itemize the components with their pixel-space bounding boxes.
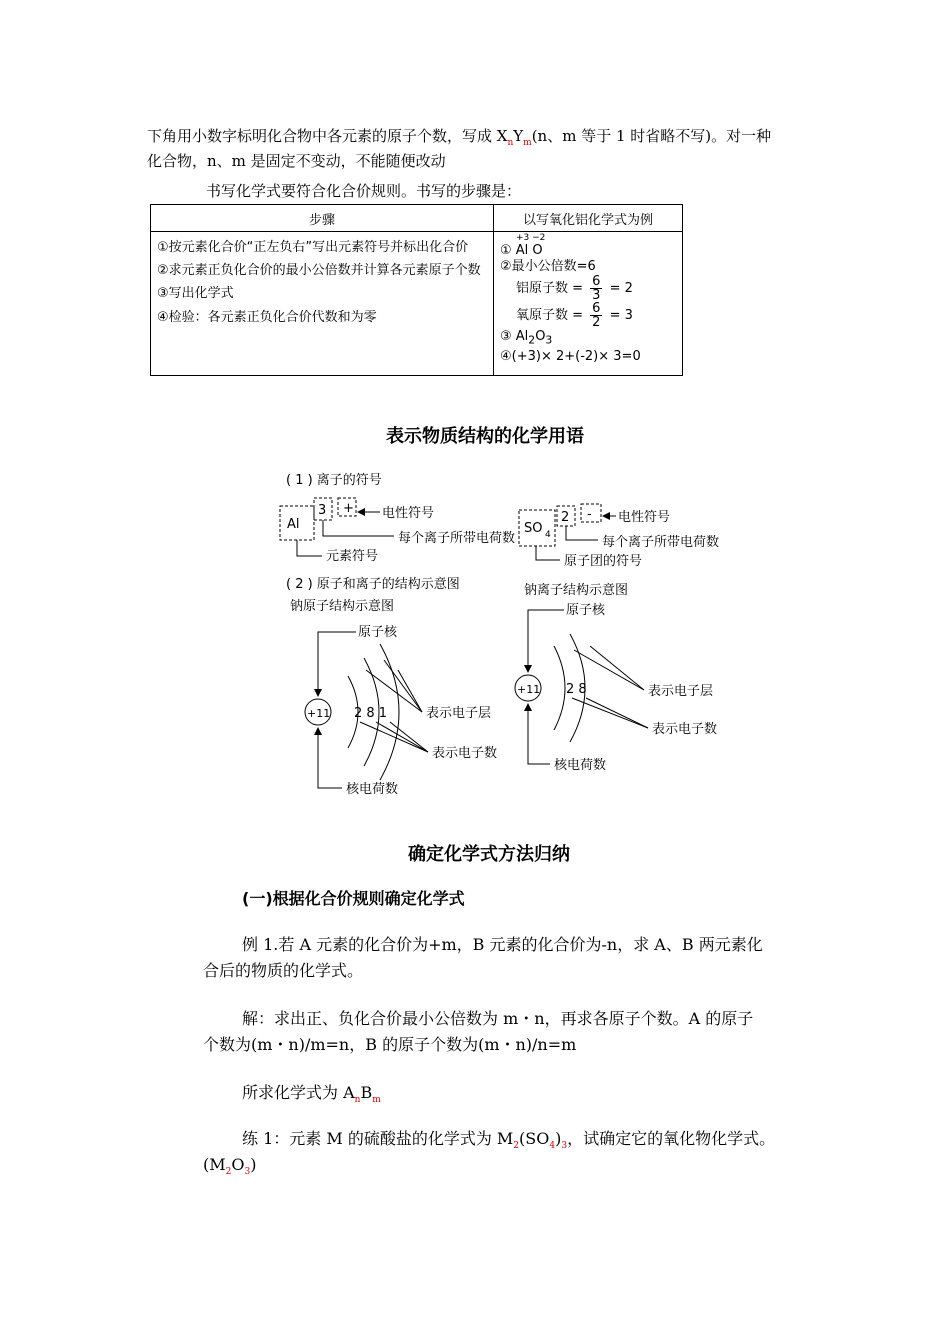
example-cell	[494, 232, 683, 376]
solution-line-1: 解：求出正、负化合价最小公倍数为 m・n，再求各原子个数。A 的原子	[242, 1009, 754, 1028]
example-o-count	[516, 302, 676, 329]
atom-electrons: 2 8 1	[354, 706, 388, 721]
structure-diagram	[270, 466, 750, 806]
section-title-methods: 确定化学式方法归纳	[408, 844, 570, 865]
so4-charge-label: 每个离子所带电荷数	[602, 535, 720, 550]
al-element-line	[297, 540, 322, 556]
steps-table	[150, 204, 683, 376]
ion-count-line-1	[572, 698, 648, 728]
practice-text-b: (SO	[519, 1129, 550, 1148]
so4-sign-label: 电性符号	[618, 510, 671, 525]
ex3-al: ③ Al	[500, 329, 529, 344]
ion-shell-label: 表示电子层	[648, 684, 714, 699]
example-al-count	[516, 275, 676, 302]
atom-nucleus-label: 原子核	[358, 625, 398, 640]
practice-text-a: 练 1：元素 M 的硫酸盐的化学式为 M	[242, 1129, 514, 1148]
al-denominator: 3	[592, 288, 601, 303]
example-step-4: ④(+3)× 2+(-2)× 3=0	[500, 348, 641, 364]
intro-sub-n: n	[507, 138, 514, 148]
atom-shell-label: 表示电子层	[426, 706, 492, 721]
practice-answer	[203, 1152, 256, 1185]
steps-cell	[151, 232, 494, 376]
practice-text-c: )	[555, 1129, 562, 1148]
o-denominator: 2	[592, 315, 601, 330]
ion-count-label: 表示电子数	[652, 722, 718, 737]
al-symbol: Al	[287, 517, 300, 532]
practice-line-1	[242, 1126, 775, 1159]
solution-line-2: 个数为(m・n)/m=n，B 的原子个数为(m・n)/n=m	[203, 1035, 577, 1054]
al-result: = 2	[609, 281, 633, 296]
example-1-line-2: 合后的物质的化学式。	[203, 961, 364, 980]
intro-text-a: 下角用小数字标明化合物中各元素的原子个数，写成 X	[147, 127, 508, 145]
so4-charge-line	[566, 526, 598, 540]
result-b: B	[360, 1083, 373, 1102]
practice-sub-3: 3	[561, 1141, 568, 1152]
so4-charge: 2	[561, 510, 570, 525]
intro-text-b: (n、m 等于 1 时省略不写)。对一种	[531, 127, 772, 145]
ion-nucleus-label: 原子核	[566, 603, 606, 618]
practice-sub-2: 2	[513, 1141, 520, 1152]
atom-nucleus-charge: +11	[307, 707, 331, 720]
so4-sign: -	[587, 507, 592, 522]
example-step-1: ① Al O	[500, 243, 543, 258]
subsection-title: (一)根据化合价规则确定化学式	[242, 889, 465, 908]
result-sub-m: m	[372, 1095, 381, 1106]
al-fraction	[590, 275, 602, 302]
atom-shell-line-3	[398, 670, 422, 712]
answer-text-a: (M	[203, 1155, 226, 1174]
step-4: ④检验：各元素正负化合价代数和为零	[157, 310, 377, 325]
struct-title: ( 2 ) 原子和离子的结构示意图	[286, 577, 460, 592]
atom-count-label: 表示电子数	[432, 746, 498, 761]
atom-count-line-2	[376, 722, 428, 752]
na-ion-title: 钠离子结构示意图	[524, 583, 629, 598]
intro-text-y: Y	[513, 127, 524, 145]
al-sign-label: 电性符号	[382, 506, 435, 521]
step-2: ②求元素正负化合价的最小公倍数并计算各元素原子个数	[157, 263, 481, 278]
atom-count-line-3	[390, 722, 428, 752]
example-1-line-1: 例 1.若 A 元素的化合价为+m，B 元素的化合价为-n，求 A、B 两元素化	[242, 935, 763, 954]
so4-sub: 4	[545, 530, 551, 540]
ion-symbol-title: ( 1 ) 离子的符号	[286, 473, 382, 488]
so4-group-line	[536, 546, 560, 560]
atom-charge-pointer	[318, 728, 342, 788]
header-example: 以写氧化铝化学式为例	[494, 205, 683, 232]
ion-charge-pointer	[528, 704, 550, 764]
o-numerator: 6	[592, 301, 601, 316]
result-sub-n: n	[354, 1095, 361, 1106]
result-line	[242, 1080, 381, 1113]
ex3-sub-2: 2	[528, 333, 536, 347]
example-step-2: ②最小公倍数=6	[500, 259, 596, 274]
ion-electrons: 2 8	[566, 682, 587, 697]
practice-sub-4: 4	[549, 1141, 556, 1152]
intro-sub-m: m	[523, 138, 532, 148]
so4-group-label: 原子团的符号	[564, 554, 643, 569]
al-element-label: 元素符号	[326, 549, 379, 564]
atom-charge-label: 核电荷数	[346, 782, 399, 797]
ion-shell-1	[554, 646, 565, 730]
al-charge-label: 每个离子所带电荷数	[398, 531, 516, 546]
o-fraction	[590, 302, 602, 329]
al-count-label: 铝原子数 =	[516, 281, 584, 296]
na-atom-title: 钠原子结构示意图	[290, 599, 395, 614]
intro-line-2: 化合物，n、m 是固定不变动，不能随便改动	[147, 152, 446, 170]
answer-sub-3: 3	[244, 1167, 251, 1178]
atom-nucleus-pointer	[318, 632, 356, 696]
o-count-label: 氧原子数 =	[516, 308, 584, 323]
step-1: ①按元素化合价“正左负右”写出元素符号并标出化合价	[157, 240, 469, 255]
ion-count-line-2	[586, 698, 648, 728]
atom-shell-line-2	[384, 660, 422, 712]
answer-sub-2: 2	[225, 1167, 232, 1178]
al-numerator: 6	[592, 274, 601, 289]
al-charge-line	[323, 520, 394, 536]
ion-shell-line-2	[590, 646, 644, 690]
ion-nucleus-charge: +11	[517, 683, 541, 696]
al-charge: 3	[318, 503, 327, 518]
step-3: ③写出化学式	[157, 286, 234, 301]
header-steps: 步骤	[151, 205, 494, 232]
section-title-structure: 表示物质结构的化学用语	[386, 426, 584, 447]
so4-symbol: SO	[524, 521, 543, 536]
example-step-3	[500, 329, 676, 349]
example-valences: +3 −2	[516, 233, 546, 243]
ex3-sub-3: 3	[545, 333, 553, 347]
table-caption: 书写化学式要符合化合价规则。书写的步骤是：	[206, 182, 522, 200]
result-text: 所求化学式为 A	[242, 1083, 355, 1102]
answer-text-b: O	[231, 1155, 245, 1174]
ion-charge-label: 核电荷数	[554, 758, 607, 773]
ion-nucleus-pointer	[528, 610, 564, 672]
practice-text-d: ，试确定它的氧化物化学式。	[567, 1129, 776, 1148]
al-sign: +	[343, 501, 354, 516]
o-result: = 3	[609, 308, 633, 323]
answer-text-c: )	[250, 1155, 257, 1174]
ex3-o: O	[535, 329, 546, 344]
